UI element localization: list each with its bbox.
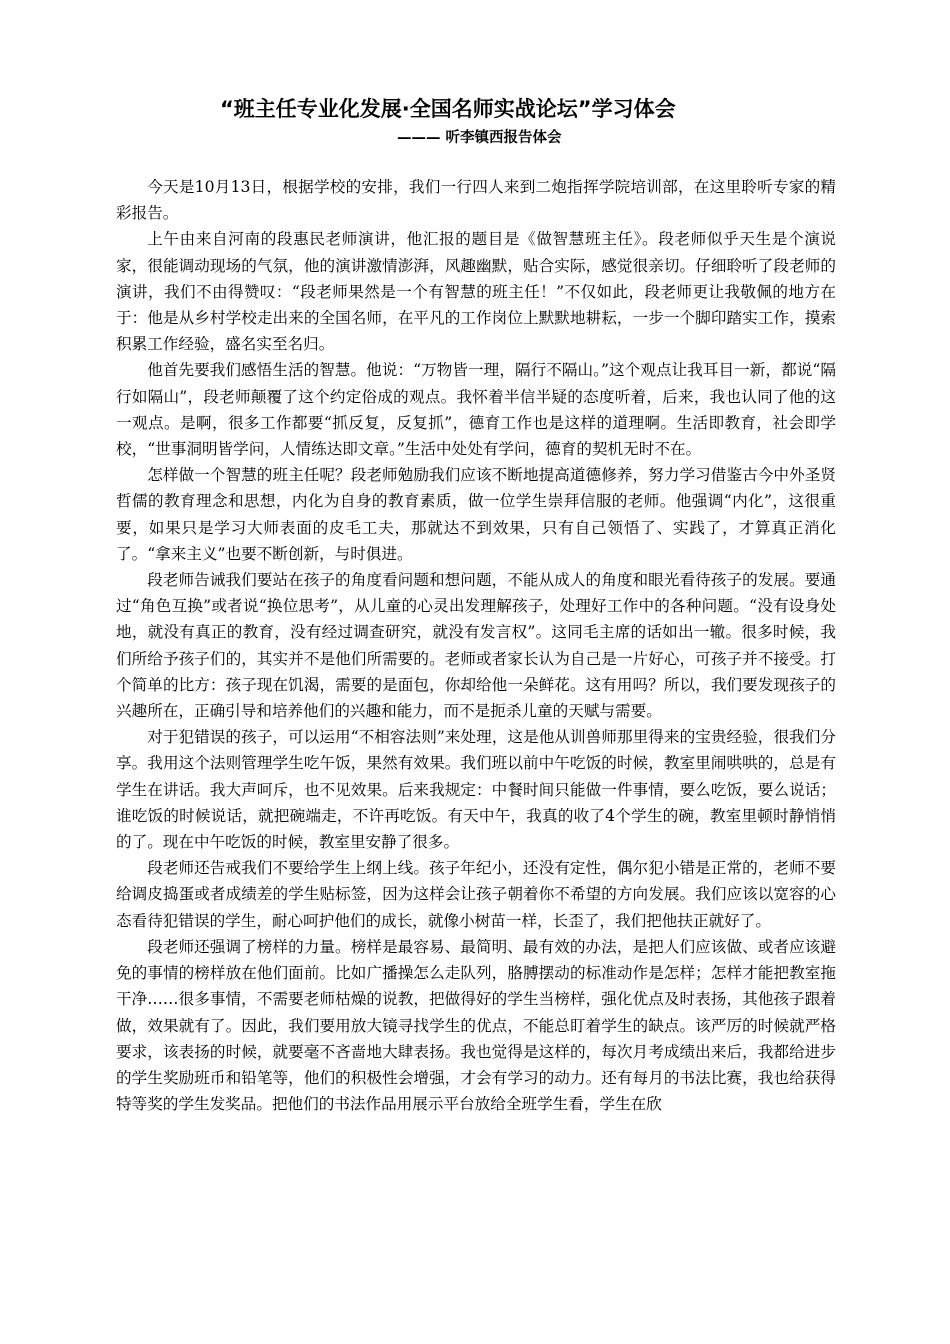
paragraph: 对于犯错误的孩子，可以运用“不相容法则”来处理，这是他从训兽师那里得来的宝贵经验，很我们分享。我用这个法则管理学生吃午饭，果然有效果。我们班以前中午吃饭的时候，教室里闹哄哄的，总是有学生在讲话。我大声呵斥，也不见效果。后来我规定：中餐时间只能做一件事情，要么吃饭，要么说话；谁吃饭的时候说话，就把碗端走，不许再吃饭。有天中午，我真的收了4个学生的碗，教室里顿时静悄悄的了。现在中午吃饭的时候，教室里安静了很多。 [116, 728, 836, 852]
paragraph: 今天是10月13日，根据学校的安排，我们一行四人来到二炮指挥学院培训部，在这里聆听专家的精彩报告。 [116, 178, 836, 223]
paragraph: 怎样做一个智慧的班主任呢？段老师勉励我们应该不断地提高道德修养，努力学习借鉴古今中外圣贤哲儒的教育理念和思想，内化为自身的教育素质，做一位学生崇拜信服的老师。他强调“内化”，这很重要，如果只是学习大师表面的皮毛工夫，那就达不到效果，只有自己领悟了、实践了，才算真正消化了。“拿来主义”也要不断创新，与时俱进。 [116, 466, 836, 563]
paragraph: 段老师还告戒我们不要给学生上纲上线。孩子年纪小，还没有定性，偶尔犯小错是正常的，老师不要给调皮捣蛋或者成绩差的学生贴标签，因为这样会让孩子朝着你不希望的方向发展。我们应该以宽容的心态看待犯错误的学生，耐心呵护他们的成长，就像小树苗一样，长歪了，我们把他扶正就好了。 [116, 859, 836, 930]
document-title: “班主任专业化发展·全国名师实战论坛”学习体会 [220, 97, 676, 121]
paragraph: 他首先要我们感悟生活的智慧。他说：“万物皆一理，隔行不隔山。”这个观点让我耳目一新，都说“隔行如隔山”，段老师颠覆了这个约定俗成的观点。我怀着半信半疑的态度听着，后来，我也认同了他的这一观点。是啊，很多工作都要“抓反复，反复抓”，德育工作也是这样的道理啊。生活即教育，社会即学校，“世事洞明皆学问，人情练达即文章。”生活中处处有学问，德育的契机无时不在。 [116, 361, 836, 459]
document-subtitle: ——— 听李镇西报告体会 [397, 130, 562, 146]
paragraph: 段老师还强调了榜样的力量。榜样是最容易、最简明、最有效的办法，是把人们应该做、或者应该避免的事情的榜样放在他们面前。比如广播操怎么走队列，胳膊摆动的标准动作是怎样；怎样才能把教室拖干净……很多事情，不需要老师枯燥的说教，把做得好的学生当榜样，强化优点及时表扬，其他孩子跟着做，效果就有了。因此，我们要用放大镜寻找学生的优点，不能总盯着学生的缺点。该严厉的时候就严格要求，该表扬的时候，就要毫不吝啬地大肆表扬。我也觉得是这样的，每次月考成绩出来后，我都给进步的学生奖励班币和铅笔等，他们的积极性会增强，才会有学习的动力。还有每月的书法比赛，我也给获得特等奖的学生发奖品。把他们的书法作品用展示平台放给全班学生看，学生在欣 [116, 937, 836, 1114]
paragraph: 上午由来自河南的段惠民老师演讲，他汇报的题目是《做智慧班主任》。段老师似乎天生是个演说家，很能调动现场的气氛，他的演讲激情澎湃，风趣幽默，贴合实际，感觉很亲切。仔细聆听了段老师的演讲，我们不由得赞叹：“段老师果然是一个有智慧的班主任！”不仅如此，段老师更让我敬佩的地方在于：他是从乡村学校走出来的全国名师，在平凡的工作岗位上默默地耕耘，一步一个脚印踏实工作，摸索积累工作经验，盛名实至名归。 [116, 230, 836, 354]
document-body [116, 174, 836, 1117]
paragraph: 段老师告诫我们要站在孩子的角度看问题和想问题，不能从成人的角度和眼光看待孩子的发展。要通过“角色互换”或者说“换位思考”，从儿童的心灵出发理解孩子，处理好工作中的各种问题。“没有设身处地，就没有真正的教育，没有经过调查研究，就没有发言权”。这同毛主席的话如出一辙。很多时候，我们所给予孩子们的，其实并不是他们所需要的。老师或者家长认为自己是一片好心，可孩子并不接受。打个简单的比方：孩子现在饥渴，需要的是面包，你却给他一朵鲜花。这有用吗？所以，我们要发现孩子的兴趣所在，正确引导和培养他们的兴趣和能力，而不是扼杀儿童的天赋与需要。 [116, 571, 836, 721]
